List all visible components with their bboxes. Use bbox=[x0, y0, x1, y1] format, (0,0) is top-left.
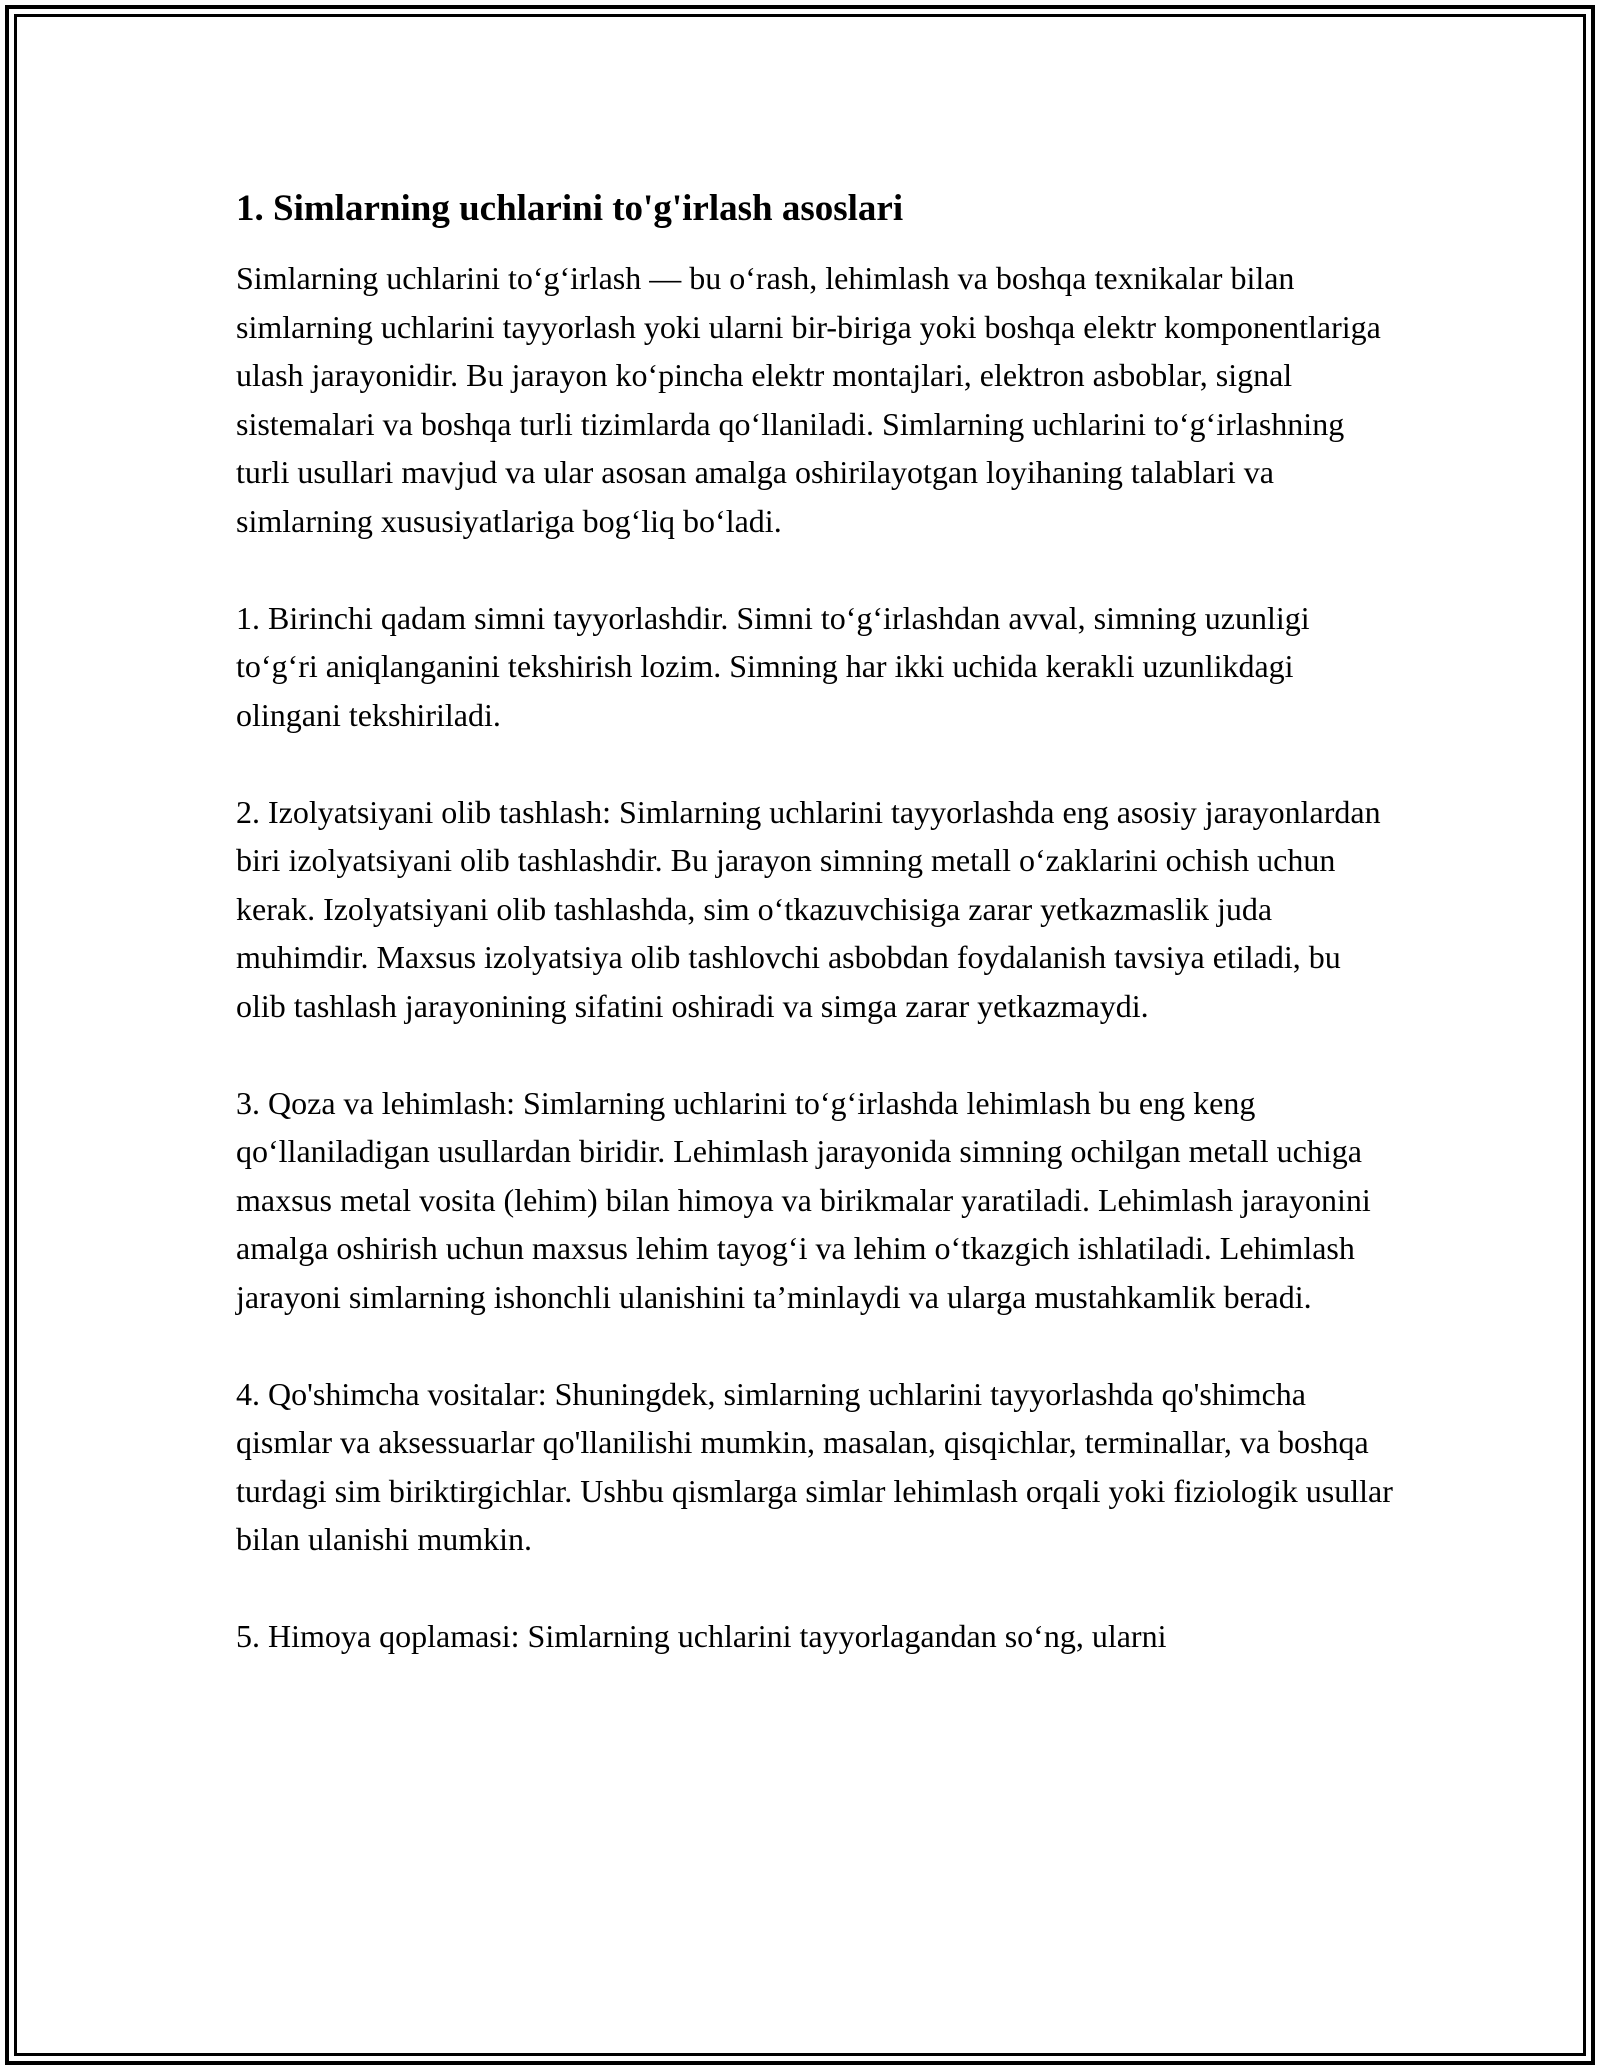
step-5-paragraph: 5. Himoya qoplamasi: Simlarning uchlarini tayyorlagandan so‘ng, ularni bbox=[236, 1618, 1167, 1654]
step-2-paragraph: 2. Izolyatsiyani olib tashlash: Simlarning uchlarini tayyorlashda eng asosiy jarayonlardan biri izolyatsiyani olib tashlashdir. Bu jarayon simning metall o‘zaklarini ochish uchun kerak. Izolyatsiyani olib tashlashda, sim o‘tkazuvchisiga zarar yetkazmaslik juda muhimdir. Maxsus izolyatsiya olib tashlovchi asbobdan foydalanish tavsiya etiladi, bu olib tashlash jarayonining sifatini oshiradi va simga zarar yetkazmaydi. bbox=[236, 793, 1381, 1024]
intro-paragraph: Simlarning uchlarini to‘g‘irlash — bu o‘rash, lehimlash va boshqa texnikalar bilan simlarning uchlarini tayyorlash yoki ularni bir-biriga yoki boshqa elektr komponentlariga ulash jarayonidir. Bu jarayon ko‘pincha elektr montajlari, elektron asboblar, signal sistemalari va boshqa turli tizimlarda qo‘llaniladi. Simlarning uchlarini to‘g‘irlashning turli usullari mavjud va ular asosan amalga oshirilayotgan loyihaning talablari va simlarning xususiyatlariga bog‘liq bo‘ladi. bbox=[236, 260, 1381, 539]
section-heading: 1. Simlarning uchlarini to'g'irlash asoslari bbox=[236, 188, 904, 229]
step-4-paragraph: 4. Qo'shimcha vositalar: Shuningdek, simlarning uchlarini tayyorlashda qo'shimcha qismlar va aksessuarlar qo'llanilishi mumkin, masalan, qisqichlar, terminallar, va boshqa turdagi sim biriktirgichlar. Ushbu qismlarga simlar lehimlash orqali yoki fiziologik usullar bilan ulanishi mumkin. bbox=[236, 1375, 1393, 1557]
document-body bbox=[236, 184, 1396, 1709]
step-1-paragraph: 1. Birinchi qadam simni tayyorlashdir. Simni to‘g‘irlashdan avval, simning uzunligi to‘g‘ri aniqlanganini tekshirish lozim. Simning har ikki uchida kerakli uzunlikdagi olingani tekshiriladi. bbox=[236, 599, 1310, 733]
step-3-paragraph: 3. Qoza va lehimlash: Simlarning uchlarini to‘g‘irlashda lehimlash bu eng keng qo‘llaniladigan usullardan biridir. Lehimlash jarayonida simning ochilgan metall uchiga maxsus metal vosita (lehim) bilan himoya va birikmalar yaratiladi. Lehimlash jarayonini amalga oshirish uchun maxsus lehim tayog‘i va lehim o‘tkazgich ishlatiladi. Lehimlash jarayoni simlarning ishonchli ulanishini ta’minlaydi va ularga mustahkamlik beradi. bbox=[236, 1084, 1371, 1315]
